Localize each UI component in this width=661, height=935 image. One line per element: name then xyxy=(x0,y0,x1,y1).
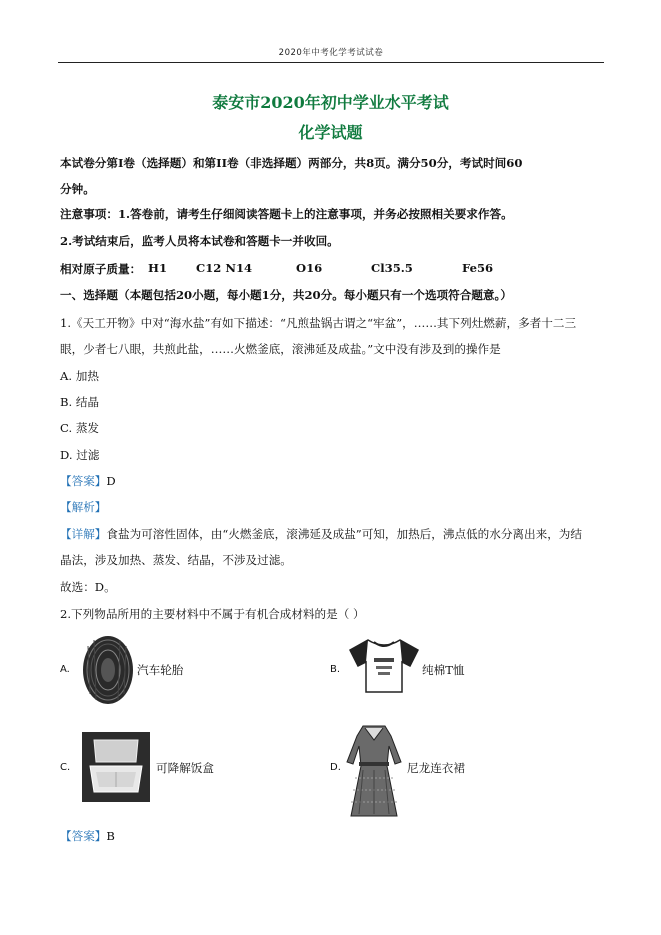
lunchbox-image xyxy=(82,732,150,802)
analysis-tag: 【解析】 xyxy=(60,500,107,514)
q1-stem-line-1: 1.《天工开物》中对“海水盐”有如下描述：“凡煎盐锅古谓之“牢盆”，……其下列灶燃薪，多者十二三 xyxy=(60,316,577,330)
q2-option-d-label: 尼龙连衣裙 xyxy=(407,761,465,775)
atomic-mass-h: H1 xyxy=(148,261,168,275)
q1-option-b: B. 结晶 xyxy=(60,395,100,409)
answer-value: D xyxy=(106,474,116,488)
notice-1: 注意事项：1.答卷前，请考生仔细阅读答题卡上的注意事项，并务必按照相关要求作答。 xyxy=(60,207,513,221)
q2-option-b-letter: B. xyxy=(330,664,341,675)
q2-option-c-label: 可降解饭盒 xyxy=(156,761,214,775)
detail-text: 食盐为可溶性固体，由“火燃釜底，滚沸延及成盐”可知，加热后，沸点低的水分离出来，为结 xyxy=(106,527,582,541)
q2-option-c-letter: C. xyxy=(60,762,71,773)
q1-option-d: D. 过滤 xyxy=(60,448,100,462)
q1-option-c: C. 蒸发 xyxy=(60,421,100,435)
answer-value: B xyxy=(106,829,115,843)
answer-tag: 【答案】 xyxy=(60,474,107,488)
atomic-mass-cl: Cl35.5 xyxy=(371,261,413,275)
notice-2: 2.考试结束后，监考人员将本试卷和答题卡一并收回。 xyxy=(60,234,339,248)
page-header: 2020年中考化学考试试卷 xyxy=(278,48,384,58)
exam-title: 泰安市2020年初中学业水平考试 xyxy=(212,93,449,112)
q1-detail-line-1 xyxy=(60,526,582,542)
dress-image xyxy=(345,722,403,820)
q2-answer xyxy=(60,828,115,844)
atomic-mass-fe: Fe56 xyxy=(462,261,494,275)
q2-stem: 2.下列物品所用的主要材料中不属于有机合成材料的是（ ） xyxy=(60,607,365,621)
q2-option-d-letter: D. xyxy=(330,762,341,773)
tire-image xyxy=(80,634,136,706)
section-heading: 一、选择题（本题包括20小题，每小题1分，共20分。每小题只有一个选项符合题意。） xyxy=(60,288,512,302)
header-divider xyxy=(58,62,604,63)
q2-option-b-label: 纯棉T恤 xyxy=(422,663,465,677)
intro-line-2: 分钟。 xyxy=(60,182,95,196)
q1-option-a: A. 加热 xyxy=(60,369,99,383)
q1-answer xyxy=(60,473,116,489)
q1-stem-line-2: 眼，少者七八眼，共煎此盐，……火燃釜底，滚沸延及成盐。”文中没有涉及到的操作是 xyxy=(60,342,501,356)
tshirt-image xyxy=(348,636,420,694)
q1-detail-line-2: 晶法，涉及加热、蒸发、结晶，不涉及过滤。 xyxy=(60,553,292,567)
answer-tag: 【答案】 xyxy=(60,829,107,843)
exam-subtitle: 化学试题 xyxy=(298,123,363,142)
atomic-mass-label: 相对原子质量： xyxy=(60,262,142,276)
atomic-mass-o: O16 xyxy=(296,261,323,275)
q2-option-a-label: 汽车轮胎 xyxy=(137,663,184,677)
atomic-mass-cn: C12 N14 xyxy=(196,261,253,275)
q1-conclusion: 故选：D。 xyxy=(60,580,116,594)
detail-tag: 【详解】 xyxy=(60,527,107,541)
q2-option-a-letter: A. xyxy=(60,664,70,675)
intro-line-1: 本试卷分第I卷（选择题）和第II卷（非选择题）两部分，共8页。满分50分，考试时间60 xyxy=(60,156,523,170)
